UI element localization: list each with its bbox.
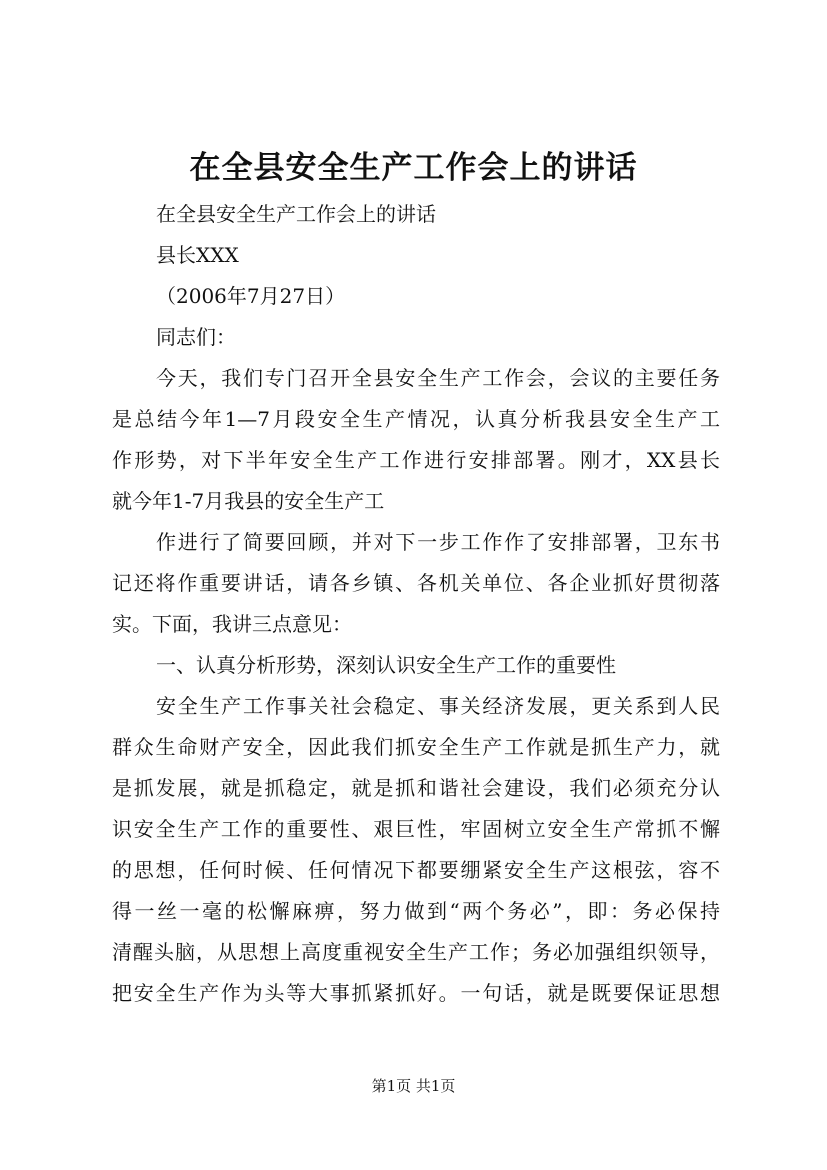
body-line: 今天，我们专门召开全县安全生产工作会，会议的主要任务	[156, 366, 720, 390]
body-line: 同志们：	[156, 325, 236, 349]
body-line: 是总结今年1—7月段安全生产情况，认真分析我县安全生产工	[112, 407, 720, 431]
body-line: 清醒头脑，从思想上高度重视安全生产工作；务必加强组织领导，	[112, 940, 720, 964]
document-title: 在全县安全生产工作会上的讲话	[189, 150, 638, 186]
body-line: 得一丝一毫的松懈麻痹，努力做到“两个务必”，即：务必保持	[112, 899, 720, 923]
body-line: 作形势，对下半年安全生产工作进行安排部署。刚才，XX县长	[112, 448, 720, 472]
body-line: 就今年1-7月我县的安全生产工	[112, 489, 385, 513]
body-line: 实。下面，我讲三点意见：	[112, 612, 352, 636]
body-line: 记还将作重要讲话，请各乡镇、各机关单位、各企业抓好贯彻落	[112, 571, 720, 595]
body-line: 是抓发展，就是抓稳定，就是抓和谐社会建设，我们必须充分认	[112, 776, 720, 800]
body-line: （2006年7月27日）	[156, 284, 346, 308]
body-line: 识安全生产工作的重要性、艰巨性，牢固树立安全生产常抓不懈	[112, 817, 720, 841]
section-heading: 一、认真分析形势，深刻认识安全生产工作的重要性	[156, 653, 616, 677]
body-line: 县长XXX	[156, 243, 239, 267]
page-number-footer: 第1页 共1页	[371, 1077, 456, 1095]
body-line: 在全县安全生产工作会上的讲话	[156, 202, 436, 226]
body-line: 安全生产工作事关社会稳定、事关经济发展，更关系到人民	[156, 694, 720, 718]
document-body	[112, 194, 720, 1014]
body-line: 的思想，任何时候、任何情况下都要绷紧安全生产这根弦，容不	[112, 858, 720, 882]
body-line: 作进行了简要回顾，并对下一步工作作了安排部署，卫东书	[156, 530, 720, 554]
body-line: 把安全生产作为头等大事抓紧抓好。一句话，就是既要保证思想	[112, 981, 720, 1005]
body-line: 群众生命财产安全，因此我们抓安全生产工作就是抓生产力，就	[112, 735, 720, 759]
